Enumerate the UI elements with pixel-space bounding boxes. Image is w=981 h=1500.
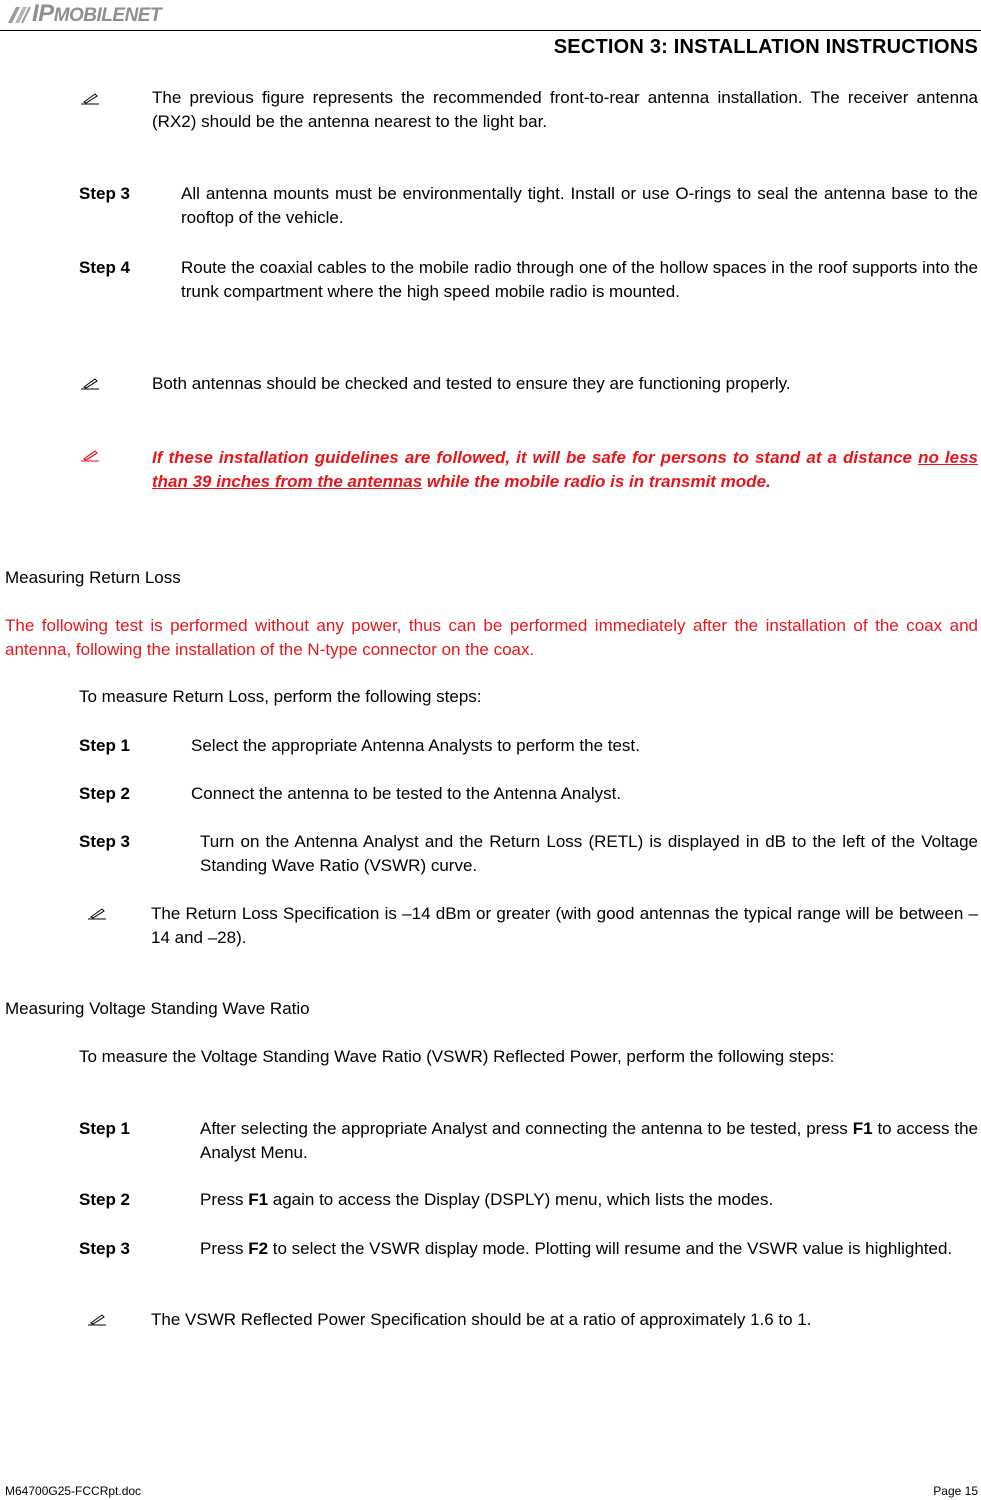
warning-pencil-icon — [79, 449, 101, 463]
return-loss-intro: To measure Return Loss, perform the following steps: — [79, 687, 482, 706]
vswr-heading: Measuring Voltage Standing Wave Ratio — [5, 999, 310, 1018]
install-step-4-label: Step 4 — [79, 258, 131, 277]
logo-signal-icon — [6, 3, 32, 25]
safety-warning: If these installation guidelines are followed, it will be safe for persons to stand at a distance no less than 39 inches from the antennas while the mobile radio is in transmit mode. — [152, 448, 978, 491]
note-test-antennas: Both antennas should be checked and tested to ensure they are functioning properly. — [152, 374, 791, 393]
footer-doc-name: M64700G25-FCCRpt.doc — [5, 1484, 142, 1498]
rl-step-3-text: Turn on the Antenna Analyst and the Return Loss (RETL) is displayed in dB to the left of the Voltage Standing Wave Ratio (VSWR) curve. — [200, 832, 978, 875]
install-step-4-text: Route the coaxial cables to the mobile radio through one of the hollow spaces in the roof supports into the trunk compartment where the high speed mobile radio is mounted. — [181, 258, 978, 301]
vswr-step-1-text: After selecting the appropriate Analyst and connecting the antenna to be tested, press F1 to access the Analyst Menu. — [200, 1119, 978, 1162]
return-loss-heading: Measuring Return Loss — [5, 568, 181, 587]
safety-distance: no less than 39 inches from the antennas — [152, 448, 978, 491]
footer-page-number: Page 15 — [933, 1484, 978, 1498]
rl-step-1-text: Select the appropriate Antenna Analysts to perform the test. — [191, 736, 640, 755]
header-rule — [0, 30, 981, 31]
vswr-step-1-label: Step 1 — [79, 1119, 131, 1138]
note-vswr-spec: The VSWR Reflected Power Specification should be at a ratio of approximately 1.6 to 1. — [151, 1310, 812, 1329]
rl-step-1-label: Step 1 — [79, 736, 131, 755]
logo-text: IPMOBILENET — [32, 0, 162, 27]
rl-step-2-label: Step 2 — [79, 784, 131, 803]
vswr-intro: To measure the Voltage Standing Wave Ratio (VSWR) Reflected Power, perform the following steps: — [79, 1047, 835, 1066]
vswr-step-3-label: Step 3 — [79, 1239, 131, 1258]
rl-step-2-text: Connect the antenna to be tested to the Antenna Analyst. — [191, 784, 622, 803]
install-step-3-label: Step 3 — [79, 184, 131, 203]
note-pencil-icon — [79, 377, 101, 391]
install-step-3-text: All antenna mounts must be environmentally tight. Install or use O-rings to seal the antenna base to the rooftop of the vehicle. — [181, 184, 978, 227]
note-pencil-icon — [86, 1313, 108, 1327]
vswr-step-2-text: Press F1 again to access the Display (DSPLY) menu, which lists the modes. — [200, 1190, 774, 1209]
note-return-loss-spec: The Return Loss Specification is –14 dBm or greater (with good antennas the typical range will be between –14 and –28). — [151, 904, 978, 947]
note-pencil-icon — [79, 92, 101, 106]
section-title: SECTION 3: INSTALLATION INSTRUCTIONS — [553, 36, 978, 58]
vswr-step-3-text: Press F2 to select the VSWR display mode. Plotting will resume and the VSWR value is highlighted. — [200, 1239, 953, 1258]
note-figure-reference: The previous figure represents the recommended front-to-rear antenna installation. The receiver antenna (RX2) should be the antenna nearest to the light bar. — [152, 88, 978, 131]
note-pencil-icon — [86, 907, 108, 921]
company-logo — [0, 0, 161, 28]
vswr-step-2-label: Step 2 — [79, 1190, 131, 1209]
return-loss-red-note: The following test is performed without any power, thus can be performed immediately after the installation of the coax and antenna, following the installation of the N-type connector on the coax. — [5, 616, 978, 659]
rl-step-3-label: Step 3 — [79, 832, 131, 851]
